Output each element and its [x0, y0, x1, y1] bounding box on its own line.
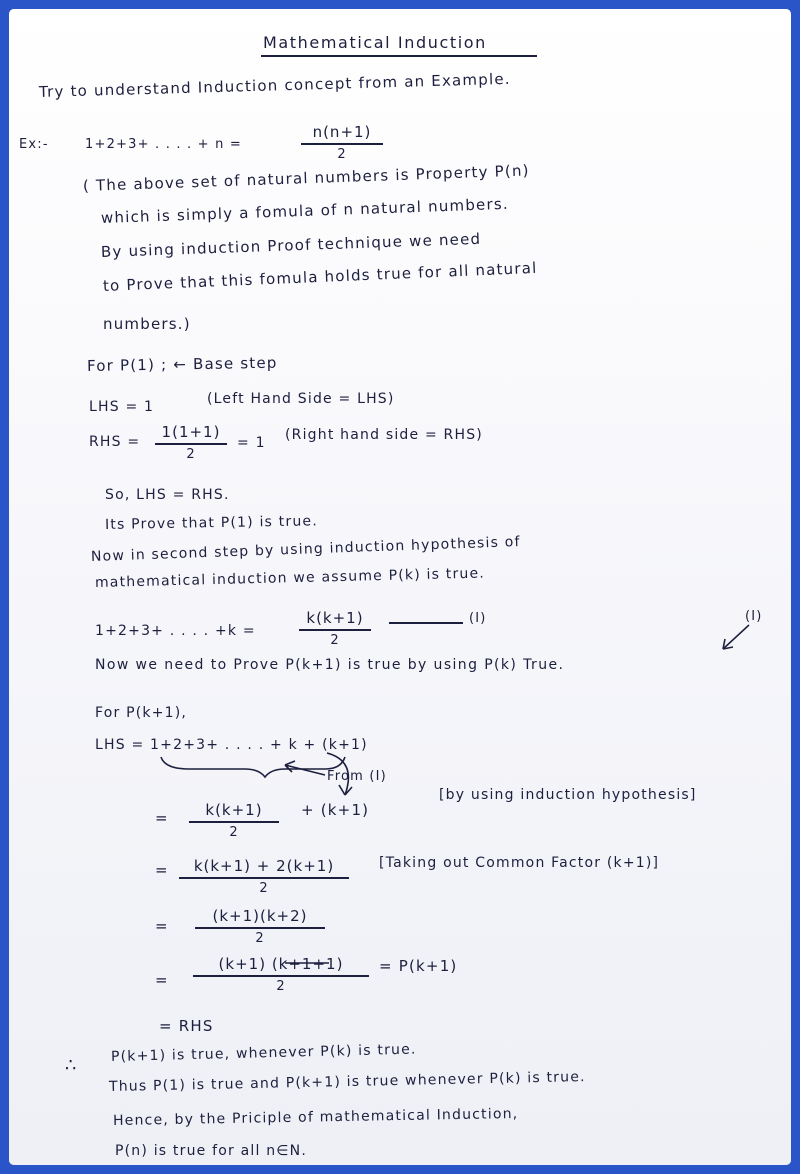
step2-fraction: [179, 857, 349, 896]
step1-numerator: k(k+1): [189, 801, 279, 823]
loop-arrow-head: [339, 785, 352, 795]
example-fraction: [301, 123, 383, 162]
step1-note: [by using induction hypothesis]: [439, 787, 697, 803]
pk-arrow-head: [723, 639, 733, 649]
explanation-line-4: to Prove that this fomula holds true for all natural: [102, 258, 538, 295]
base-proved: Its Prove that P(1) is true.: [104, 513, 319, 533]
example-label: Ex:-: [19, 137, 49, 152]
hypothesis-numerator: k(k+1): [299, 609, 371, 631]
from-arrow-head: [285, 761, 295, 772]
explanation-line-3: By using induction Proof technique we need: [100, 229, 482, 261]
example-lhs: 1+2+3+ . . . . + n =: [85, 137, 242, 152]
step3-denominator: 2: [255, 931, 265, 946]
step3-numerator: (k+1)(k+2): [195, 907, 325, 929]
inductive-step-heading: For P(k+1),: [95, 705, 188, 721]
step1-fraction: [189, 801, 279, 840]
step4-result: = P(k+1): [379, 957, 458, 975]
inductive-lhs: LHS = 1+2+3+ . . . . + k + (k+1): [95, 737, 368, 753]
step2-denominator: 2: [259, 881, 269, 896]
explanation-line-5: numbers.): [103, 315, 191, 333]
hypothesis-line-2: mathematical induction we assume P(k) is true.: [94, 565, 486, 591]
base-conclusion: So, LHS = RHS.: [105, 487, 230, 503]
step4-fraction: [193, 955, 369, 994]
inductive-step-statement: Now we need to Prove P(k+1) is true by using P(k) True.: [95, 657, 565, 673]
step2-numerator: k(k+1) + 2(k+1): [179, 857, 349, 879]
base-rhs-numerator: 1(1+1): [155, 423, 227, 445]
hypothesis-side-tag: (I): [745, 609, 763, 624]
base-rhs-prefix: RHS =: [89, 434, 141, 450]
hypothesis-denominator: 2: [330, 633, 340, 648]
hypothesis-equation-lhs: 1+2+3+ . . . . +k =: [95, 623, 256, 639]
step2-equals: =: [155, 861, 169, 879]
conclusion-line-2: Thus P(1) is true and P(k+1) is true whenever P(k) is true.: [108, 1069, 586, 1095]
therefore-symbol: ∴: [65, 1055, 78, 1076]
title-underline: [261, 55, 537, 57]
from-hypothesis-note: From (I): [327, 769, 387, 784]
step1-plus-term: + (k+1): [301, 801, 370, 819]
step3-equals: =: [155, 917, 169, 935]
step1-denominator: 2: [229, 825, 239, 840]
explanation-line-2: which is simply a fomula of n natural numbers.: [100, 194, 510, 227]
from-arrow: [285, 765, 325, 775]
intro-text: Try to understand Induction concept from an Example.: [38, 69, 511, 101]
sum-brace: [161, 757, 345, 777]
hypothesis-fraction: [299, 609, 371, 648]
step1-equals: =: [155, 809, 169, 827]
step5-rhs: = RHS: [159, 1017, 214, 1035]
example-numerator: n(n+1): [301, 123, 383, 145]
base-rhs-denominator: 2: [186, 447, 196, 462]
base-rhs-fraction: [155, 423, 227, 462]
hypothesis-tag: (I): [469, 611, 487, 626]
base-rhs-result: = 1: [237, 435, 266, 451]
pk-arrow: [723, 625, 749, 649]
conclusion-line-3: Hence, by the Priciple of mathematical Induction,: [112, 1105, 519, 1129]
base-lhs-note: (Left Hand Side = LHS): [207, 391, 395, 407]
conclusion-line-4: P(n) is true for all n∈N.: [115, 1143, 308, 1159]
hypothesis-line-1: Now in second step by using induction hypothesis of: [90, 534, 521, 565]
base-lhs: LHS = 1: [89, 399, 155, 415]
step4-denominator: 2: [276, 979, 286, 994]
explanation-line-1: ( The above set of natural numbers is Property P(n): [82, 161, 530, 195]
example-denominator: 2: [337, 147, 347, 162]
notebook-page: [9, 9, 791, 1165]
base-step-heading: For P(1) ; ← Base step: [86, 353, 278, 375]
step3-fraction: [195, 907, 325, 946]
step2-note: [Taking out Common Factor (k+1)]: [379, 855, 660, 871]
conclusion-line-1: P(k+1) is true, whenever P(k) is true.: [110, 1041, 417, 1065]
step4-equals: =: [155, 971, 169, 989]
step4-numerator: (k+1) (k+1+1): [193, 955, 369, 977]
base-rhs-note: (Right hand side = RHS): [285, 427, 483, 443]
page-title: Mathematical Induction: [263, 33, 487, 52]
hypothesis-dash: [389, 622, 463, 624]
